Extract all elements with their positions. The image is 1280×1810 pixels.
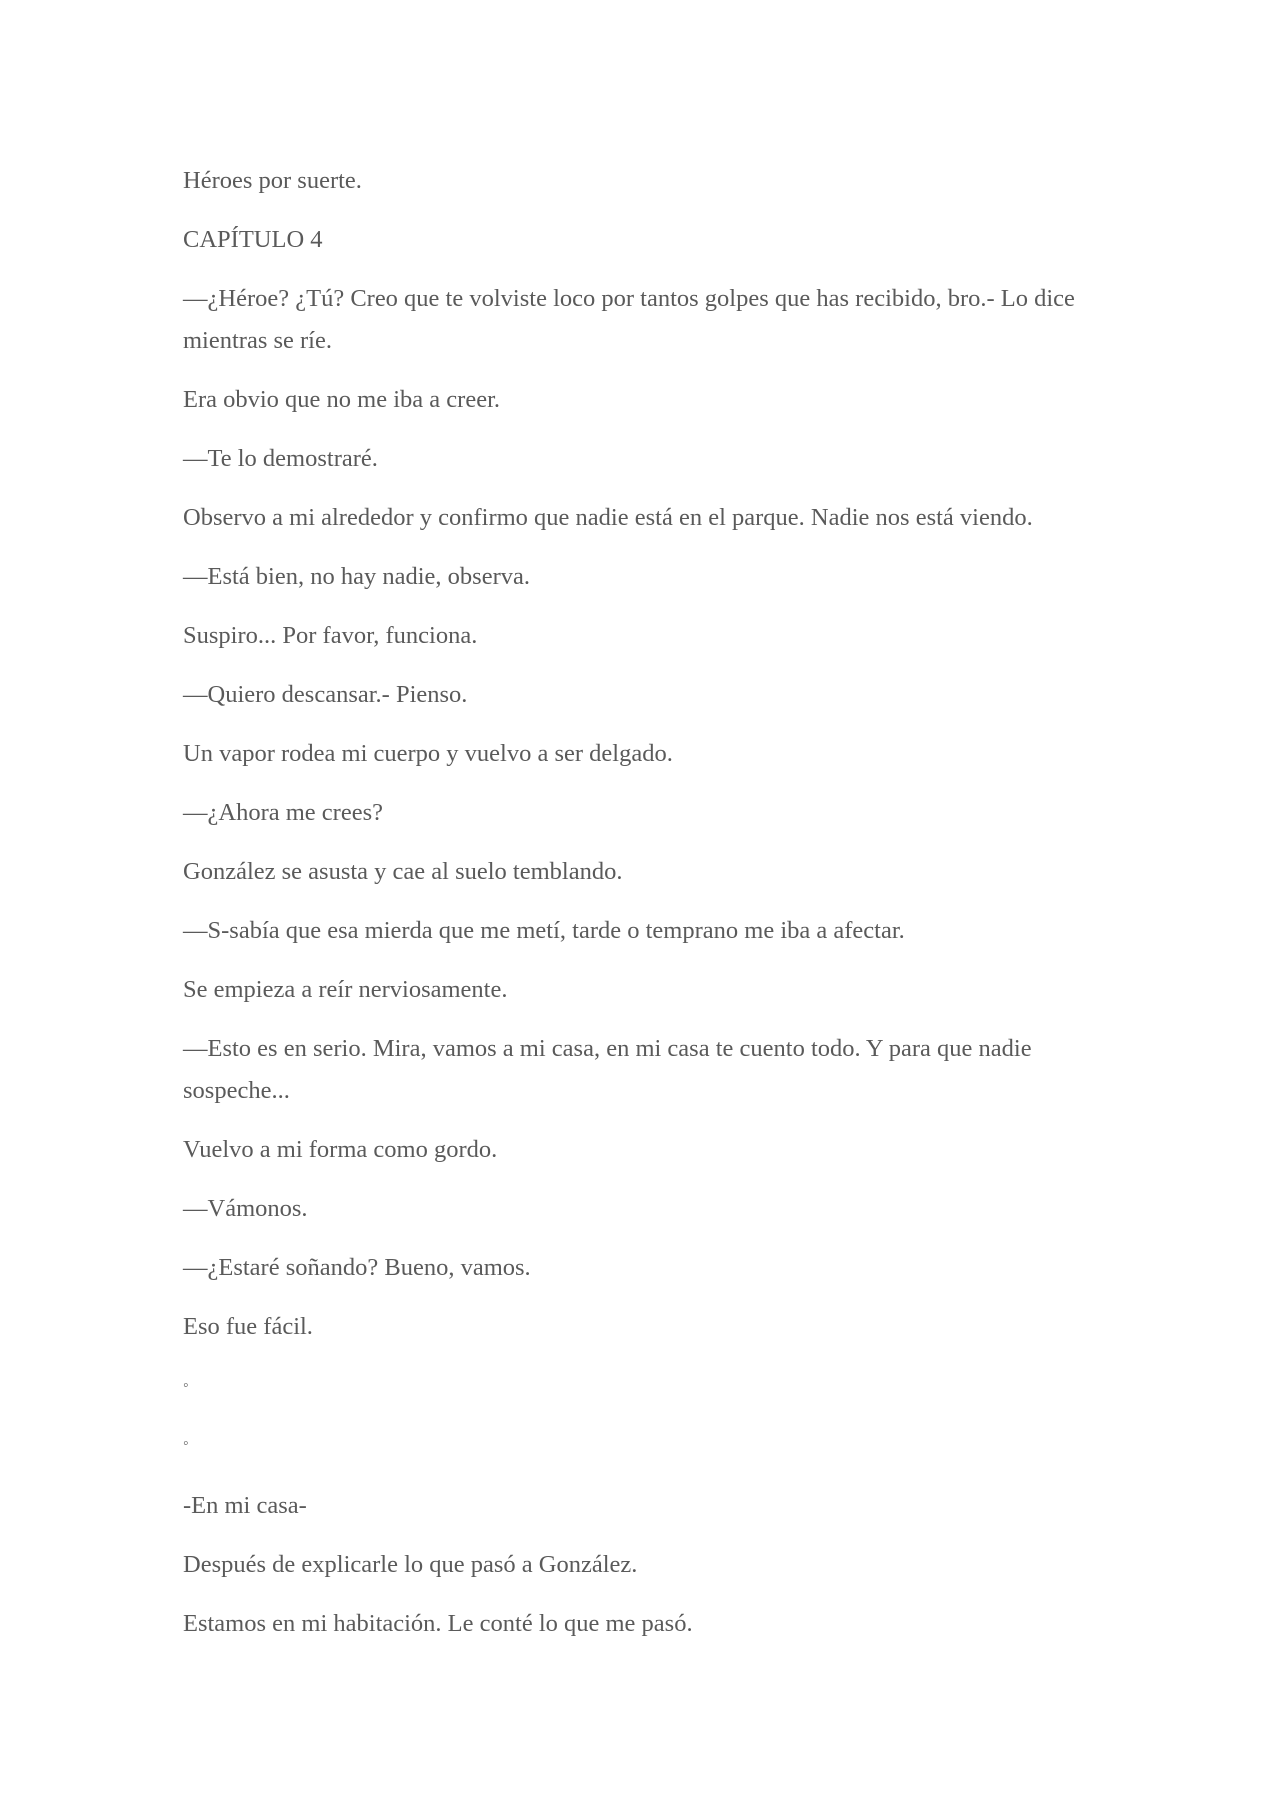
paragraph: —Está bien, no hay nadie, observa. (183, 563, 530, 590)
chapter-heading: CAPÍTULO 4 (183, 226, 323, 253)
scene-heading: -En mi casa- (183, 1492, 307, 1519)
paragraph: Estamos en mi habitación. Le conté lo que me pasó. (183, 1610, 693, 1637)
paragraph: Vuelvo a mi forma como gordo. (183, 1136, 498, 1163)
paragraph: Eso fue fácil. (183, 1313, 313, 1340)
scene-break-bullet: ◦ (183, 1377, 189, 1394)
paragraph: —Vámonos. (183, 1195, 308, 1222)
paragraph: —¿Estaré soñando? Bueno, vamos. (183, 1254, 531, 1281)
paragraph: —Esto es en serio. Mira, vamos a mi casa, en mi casa te cuento todo. Y para que nadie sospeche... (183, 1035, 1032, 1104)
paragraph: —Te lo demostraré. (183, 445, 378, 472)
paragraph: Era obvio que no me iba a creer. (183, 386, 501, 413)
paragraph: Después de explicarle lo que pasó a González. (183, 1551, 638, 1578)
paragraph: González se asusta y cae al suelo temblando. (183, 858, 623, 885)
document-body (183, 160, 1103, 1662)
paragraph: Suspiro... Por favor, funciona. (183, 622, 478, 649)
paragraph: —¿Héroe? ¿Tú? Creo que te volviste loco por tantos golpes que has recibido, bro.- Lo dice mientras se ríe. (183, 285, 1075, 354)
paragraph: Un vapor rodea mi cuerpo y vuelvo a ser delgado. (183, 740, 673, 767)
paragraph: —S-sabía que esa mierda que me metí, tarde o temprano me iba a afectar. (183, 917, 905, 944)
scene-break-bullet: ◦ (183, 1435, 189, 1452)
paragraph: Observo a mi alrededor y confirmo que nadie está en el parque. Nadie nos está viendo. (183, 504, 1033, 531)
paragraph: Se empieza a reír nerviosamente. (183, 976, 508, 1003)
paragraph: —Quiero descansar.- Pienso. (183, 681, 468, 708)
document-title: Héroes por suerte. (183, 167, 362, 194)
paragraph: —¿Ahora me crees? (183, 799, 383, 826)
